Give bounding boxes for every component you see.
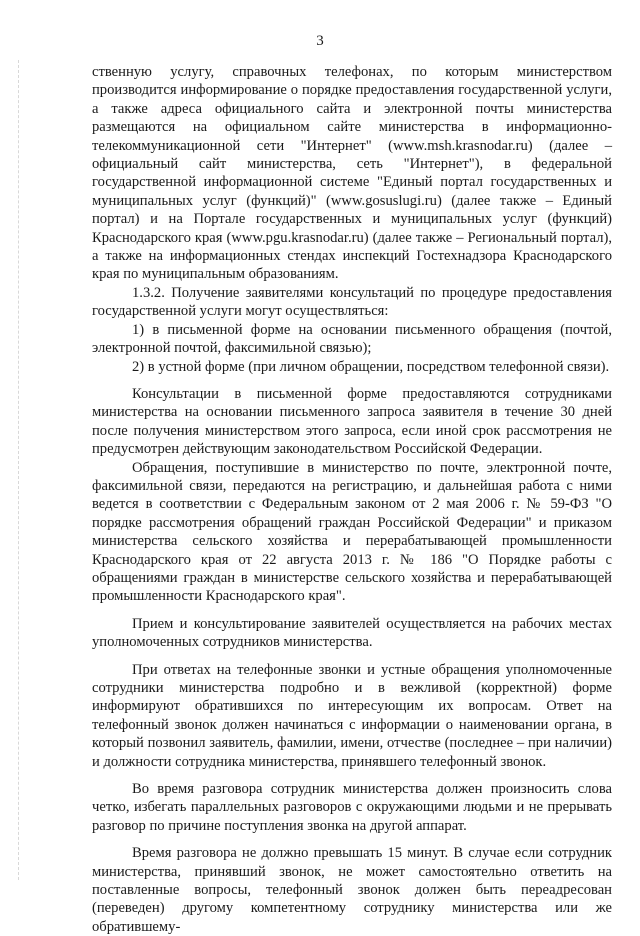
paragraph-reception: Прием и консультирование заявителей осуществляется на рабочих местах уполномоченных сотрудников министерства.: [92, 615, 612, 651]
binding-margin-line: [18, 60, 19, 880]
paragraph-1-3-2: 1.3.2. Получение заявителями консультаций по процедуре предоставления государственной услуги могут осуществляться:: [92, 284, 612, 320]
paragraph-conversation-time: Время разговора не должно превышать 15 минут. В случае если сотрудник министерства, принявший звонок, не может самостоятельно ответить на поставленные вопросы, телефонный звонок должен быть переадресован (переведен) другому компетентному сотруднику министерства или же обратившему-: [92, 845, 612, 935]
paragraph-oral-form: 2) в устной форме (при личном обращении, посредством телефонной связи).: [132, 358, 610, 375]
document-body: [92, 63, 612, 936]
paragraph-written-form: 1) в письменной форме на основании письменного обращения (почтой, электронной почтой, факсимильной связью);: [92, 321, 612, 357]
page-number: 3: [316, 33, 324, 49]
paragraph-appeals-registration: Обращения, поступившие в министерство по почте, электронной почте, факсимильной связи, передаются на регистрацию, и дальнейшая работа с ними ведется в соответствии с Федеральным законом от 2 мая 2006 г. № 59-ФЗ "О порядке рассмотрения обращений граждан Российской Федерации" и приказом министерства сельского хозяйства и перерабатывающей промышленности Краснодарского края от 22 августа 2013 г. № 186 "О Порядке работы с обращениями граждан в министерстве сельского хозяйства и перерабатывающей промышленности Краснодарского края".: [92, 459, 612, 605]
paragraph-continuation: ственную услугу, справочных телефонах, по которым министерством производится информирование о порядке предоставления государственной услуги, а также адреса официального сайта и электронной почты министерства размещаются на официальном сайте министерства в информационно-телекоммуникационной сети "Интернет" (www.msh.krasnodar.ru) (далее – официальный сайт министерства, сеть "Интернет"), в федеральной государственной информационной системе "Единый портал государственных и муниципальных услуг (функций)" (www.gosuslugi.ru) (далее также – Единый портал) и на Портале государственных и муниципальных услуг (функций) Краснодарского края (www.pgu.krasnodar.ru) (далее также – Региональный портал), а также на информационных стендах инспекций Гостехнадзора Краснодарского края по муниципальным образованиям.: [92, 64, 612, 283]
paragraph-phone-answers: При ответах на телефонные звонки и устные обращения уполномоченные сотрудники министерства подробно и в вежливой (корректной) форме информируют обратившихся по интересующим их вопросам. Ответ на телефонный звонок должен начинаться с информации о наименовании органа, в который позвонил заявитель, фамилии, имени, отчестве (последнее – при наличии) и должности сотрудника министерства, принявшего телефонный звонок.: [92, 661, 612, 770]
paragraph-conversation-rules: Во время разговора сотрудник министерства должен произносить слова четко, избегать параллельных разговоров с окружающими людьми и не прерывать разговор по причине поступления звонка на другой аппарат.: [92, 781, 612, 834]
paragraph-written-consultations: Консультации в письменной форме предоставляются сотрудниками министерства на основании письменного запроса заявителя в течение 30 дней после получения министерством этого запроса, если иной срок рассмотрения не предусмотрен действующим законодательством Российской Федерации.: [92, 385, 612, 458]
